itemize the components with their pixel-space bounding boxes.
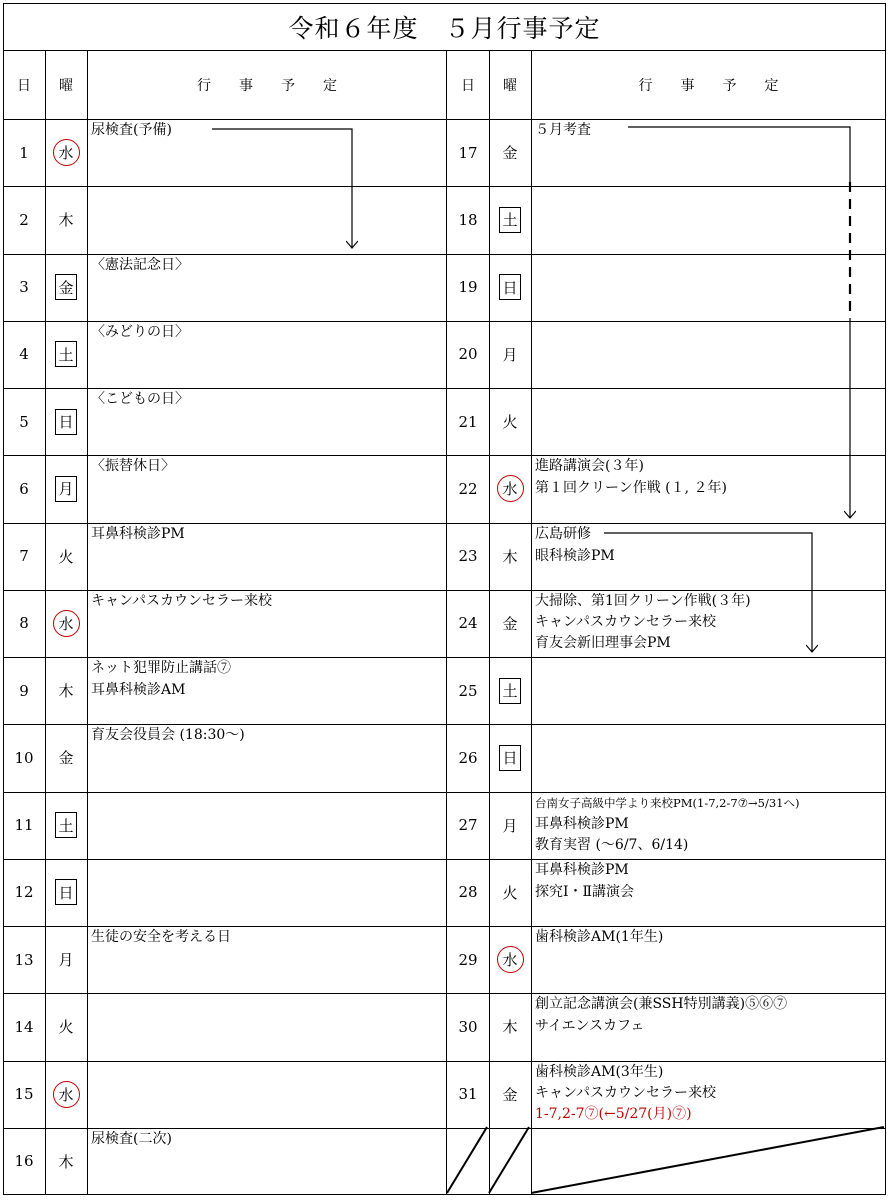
weekday-boxed: 金 <box>55 274 77 300</box>
event-text <box>535 120 591 140</box>
event-text <box>91 680 185 700</box>
day-number: 2 <box>19 210 29 229</box>
weekday-cell <box>45 590 87 657</box>
day-number: 16 <box>14 1152 34 1171</box>
event-text <box>535 814 629 834</box>
day-number: 30 <box>458 1017 478 1036</box>
weekday-label: 火 <box>58 1018 74 1037</box>
event-line: サイエンスカフェ <box>535 1018 645 1035</box>
weekday-cell <box>489 186 531 253</box>
weekday-label: 火 <box>58 547 74 566</box>
event-line: 生徒の安全を考える日 <box>91 929 231 945</box>
weekday-cell <box>45 186 87 253</box>
event-text <box>535 546 615 566</box>
weekday-boxed: 日 <box>55 409 77 435</box>
event-text <box>535 835 688 855</box>
grid-vline <box>531 51 532 1195</box>
event-text <box>535 456 644 476</box>
grid-hline <box>3 1061 886 1062</box>
header-weekday-left: 曜 <box>59 78 73 94</box>
event-line: 耳鼻科検診PM <box>91 525 185 542</box>
event-text <box>91 927 231 947</box>
event-text <box>535 612 716 632</box>
event-line: 耳鼻科検診AM <box>91 682 186 698</box>
weekday-circled: 水 <box>53 610 80 637</box>
day-number: 19 <box>458 278 478 297</box>
event-text <box>535 860 629 880</box>
day-number: 8 <box>19 614 29 633</box>
weekday-cell <box>45 792 87 859</box>
weekday-label: 火 <box>502 883 518 902</box>
header-day-left: 日 <box>17 78 31 94</box>
event-line: 〈憲法記念日〉 <box>91 256 189 273</box>
event-text <box>91 658 231 678</box>
day-number: 24 <box>458 614 478 633</box>
day-number: 10 <box>14 748 34 767</box>
event-line: 進路講演会(３年) <box>535 458 644 475</box>
event-text <box>91 1129 172 1149</box>
grid-hline <box>3 186 886 187</box>
event-line: 1-7,2-7⑦(←5/27(月)⑦) <box>535 1105 692 1122</box>
weekday-cell <box>45 388 87 455</box>
event-text <box>535 524 591 544</box>
event-text <box>91 255 189 275</box>
weekday-cell <box>45 321 87 388</box>
weekday-cell <box>489 993 531 1060</box>
weekday-label: 月 <box>58 951 74 970</box>
event-line: 育友会役員会 (18:30～) <box>91 727 245 744</box>
weekday-label: 木 <box>58 682 74 701</box>
weekday-label: 月 <box>502 345 518 364</box>
weekday-label: 木 <box>58 1152 74 1171</box>
weekday-label: 月 <box>502 816 518 835</box>
event-text <box>91 389 189 409</box>
weekday-cell <box>45 523 87 590</box>
event-text <box>535 1062 663 1082</box>
event-line: 耳鼻科検診PM <box>535 861 629 878</box>
header-events-left: 行 事 予 定 <box>197 78 337 94</box>
event-line: 尿検査(二次) <box>91 1130 172 1147</box>
day-number: 7 <box>19 547 29 566</box>
event-text <box>535 478 727 498</box>
event-text <box>535 1083 716 1103</box>
weekday-cell <box>489 792 531 859</box>
weekday-boxed: 土 <box>55 812 77 838</box>
event-line: 台南女子高級中学より来校PM(1-7,2-7⑦→5/31へ) <box>535 795 800 810</box>
weekday-cell <box>489 859 531 926</box>
page-title: 令和６年度 ５月行事予定 <box>3 3 886 51</box>
header-weekday-right: 曜 <box>503 78 517 94</box>
event-line: 歯科検診AM(3年生) <box>535 1063 664 1080</box>
day-number: 17 <box>458 143 478 162</box>
weekday-label: 金 <box>502 1085 518 1104</box>
event-line: キャンパスカウンセラー来校 <box>535 613 717 630</box>
weekday-label: 木 <box>502 1018 518 1037</box>
weekday-cell <box>45 1061 87 1128</box>
event-line: ５月考査 <box>535 122 591 138</box>
weekday-circled: 水 <box>497 946 524 973</box>
event-line: 〈みどりの日〉 <box>91 323 189 340</box>
event-line: 教育実習 (～6/7、6/14) <box>535 836 689 853</box>
weekday-cell <box>489 657 531 724</box>
event-text <box>91 322 189 342</box>
event-text <box>535 793 799 813</box>
day-number: 31 <box>458 1085 478 1104</box>
day-number: 22 <box>458 479 478 498</box>
weekday-cell <box>45 859 87 926</box>
weekday-label: 木 <box>58 211 74 230</box>
event-text <box>535 591 751 611</box>
day-number: 14 <box>14 1017 34 1036</box>
header-events-right: 行 事 予 定 <box>638 78 779 94</box>
weekday-cell <box>489 590 531 657</box>
grid-hline <box>3 859 886 860</box>
event-line: 尿検査(予備) <box>91 122 172 138</box>
day-number: 26 <box>458 748 478 767</box>
event-line: 眼科検診PM <box>535 547 615 564</box>
event-text <box>91 120 172 140</box>
event-line: ネット犯罪防止講話⑦ <box>91 660 231 676</box>
event-text <box>91 524 185 544</box>
day-number: 15 <box>14 1085 34 1104</box>
event-text <box>535 882 634 902</box>
day-number: 25 <box>458 681 478 700</box>
weekday-label: 木 <box>502 547 518 566</box>
day-number: 6 <box>19 479 29 498</box>
weekday-boxed: 土 <box>499 678 521 704</box>
weekday-cell <box>489 388 531 455</box>
event-text <box>535 633 671 653</box>
day-number: 11 <box>14 816 34 835</box>
header-day-right: 日 <box>461 78 475 94</box>
event-line: キャンパスカウンセラー来校 <box>91 592 273 609</box>
event-line: 育友会新旧理事会PM <box>535 634 671 651</box>
day-number: 3 <box>19 278 29 297</box>
event-line: 〈こどもの日〉 <box>91 391 189 407</box>
weekday-cell <box>489 1061 531 1128</box>
day-number: 28 <box>458 883 478 902</box>
weekday-cell <box>489 455 531 522</box>
day-number: 27 <box>458 816 478 835</box>
event-line: 〈振替休日〉 <box>91 458 175 475</box>
event-line: 耳鼻科検診PM <box>535 815 629 832</box>
weekday-cell <box>489 321 531 388</box>
weekday-boxed: 日 <box>55 879 77 905</box>
weekday-cell <box>45 254 87 321</box>
event-line: 第１回クリーン作戦 (１, ２年) <box>535 480 727 497</box>
weekday-boxed: 日 <box>499 274 521 300</box>
weekday-label: 金 <box>58 749 74 768</box>
weekday-cell <box>45 926 87 993</box>
event-text <box>535 1016 644 1036</box>
weekday-cell <box>489 926 531 993</box>
weekday-circled: 水 <box>497 475 524 502</box>
weekday-cell <box>45 119 87 186</box>
weekday-cell <box>45 657 87 724</box>
day-number: 12 <box>14 883 34 902</box>
event-line: 広島研修 <box>535 525 591 542</box>
weekday-cell <box>489 254 531 321</box>
event-text <box>91 591 272 611</box>
day-number: 18 <box>458 210 478 229</box>
event-text <box>91 725 245 745</box>
event-text <box>535 1104 692 1124</box>
day-number: 23 <box>458 547 478 566</box>
day-number: 9 <box>19 681 29 700</box>
event-text <box>535 927 663 947</box>
weekday-cell <box>489 523 531 590</box>
grid-vline <box>87 51 88 1195</box>
weekday-boxed: 日 <box>499 745 521 771</box>
day-number: 4 <box>19 345 29 364</box>
weekday-circled: 水 <box>53 139 80 166</box>
weekday-label: 金 <box>502 144 518 163</box>
day-number: 29 <box>458 950 478 969</box>
day-number: 21 <box>458 412 478 431</box>
event-text <box>535 994 787 1014</box>
event-line: 大掃除、第1回クリーン作戦(３年) <box>535 592 751 609</box>
event-line: キャンパスカウンセラー来校 <box>535 1084 717 1101</box>
day-number: 13 <box>14 950 34 969</box>
event-text <box>91 456 175 476</box>
weekday-boxed: 土 <box>499 207 521 233</box>
weekday-cell <box>489 724 531 791</box>
event-line: 歯科検診AM(1年生) <box>535 929 664 945</box>
event-line: 創立記念講演会(兼SSH特別講義)⑤⑥⑦ <box>535 996 788 1013</box>
weekday-cell <box>45 724 87 791</box>
weekday-cell <box>45 1128 87 1195</box>
weekday-boxed: 月 <box>55 476 77 502</box>
weekday-cell <box>45 993 87 1060</box>
weekday-cell <box>489 119 531 186</box>
event-line: 探究Ⅰ・Ⅱ講演会 <box>535 883 635 900</box>
weekday-label: 火 <box>502 413 518 432</box>
weekday-boxed: 土 <box>55 341 77 367</box>
day-number: 1 <box>19 143 29 162</box>
day-number: 5 <box>19 412 29 431</box>
weekday-circled: 水 <box>53 1081 80 1108</box>
weekday-cell <box>45 455 87 522</box>
weekday-label: 金 <box>502 614 518 633</box>
day-number: 20 <box>458 345 478 364</box>
